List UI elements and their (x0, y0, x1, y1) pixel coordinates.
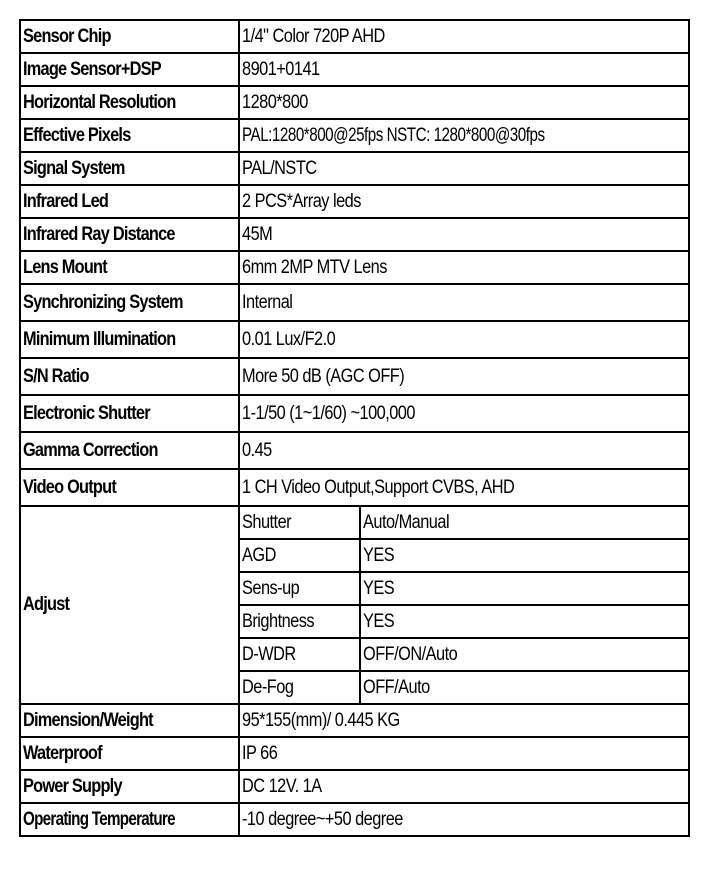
adjust-item-value: OFF/ON/Auto (360, 638, 689, 671)
adjust-item-value: YES (360, 605, 689, 638)
spec-value: 1/4" Color 720P AHD (239, 20, 689, 53)
spec-label: Horizontal Resolution (20, 86, 239, 119)
spec-label: Infrared Ray Distance (20, 218, 239, 251)
spec-value: Internal (239, 284, 689, 321)
spec-row-sensor-chip (20, 20, 689, 53)
spec-value: IP 66 (239, 737, 689, 770)
spec-value: PAL:1280*800@25fps NSTC: 1280*800@30fps (239, 119, 689, 152)
spec-label: Minimum Illumination (20, 321, 239, 358)
adjust-item-value: Auto/Manual (360, 506, 689, 539)
spec-label: Sensor Chip (20, 20, 239, 53)
spec-value: 45M (239, 218, 689, 251)
spec-label: Gamma Correction (20, 432, 239, 469)
spec-row-dimension-weight (20, 704, 689, 737)
adjust-item-name: D-WDR (239, 638, 360, 671)
spec-label: Lens Mount (20, 251, 239, 284)
spec-value: 1 CH Video Output,Support CVBS, AHD (239, 469, 689, 506)
spec-label: Operating Temperature (20, 803, 239, 836)
spec-label: Electronic Shutter (20, 395, 239, 432)
spec-row-image-sensor-dsp (20, 53, 689, 86)
adjust-item-name: Brightness (239, 605, 360, 638)
adjust-label: Adjust (20, 506, 239, 704)
adjust-item-name: Shutter (239, 506, 360, 539)
spec-row-adjust (20, 506, 689, 539)
spec-value: PAL/NSTC (239, 152, 689, 185)
spec-row-gamma-correction (20, 432, 689, 469)
spec-label: Video Output (20, 469, 239, 506)
spec-row-power-supply (20, 770, 689, 803)
spec-row-infrared-ray-distance (20, 218, 689, 251)
spec-value: 1-1/50 (1~1/60) ~100,000 (239, 395, 689, 432)
spec-row-effective-pixels (20, 119, 689, 152)
spec-row-electronic-shutter (20, 395, 689, 432)
spec-label: Dimension/Weight (20, 704, 239, 737)
spec-value: 6mm 2MP MTV Lens (239, 251, 689, 284)
spec-row-signal-system (20, 152, 689, 185)
spec-label: Synchronizing System (20, 284, 239, 321)
spec-label: Power Supply (20, 770, 239, 803)
spec-row-lens-mount (20, 251, 689, 284)
adjust-item-value: YES (360, 539, 689, 572)
spec-value: 8901+0141 (239, 53, 689, 86)
spec-label: Waterproof (20, 737, 239, 770)
spec-label: Effective Pixels (20, 119, 239, 152)
adjust-item-value: YES (360, 572, 689, 605)
spec-value: -10 degree~+50 degree (239, 803, 689, 836)
spec-row-synchronizing-system (20, 284, 689, 321)
spec-label: Signal System (20, 152, 239, 185)
spec-row-infrared-led (20, 185, 689, 218)
spec-label: Infrared Led (20, 185, 239, 218)
spec-row-horizontal-resolution (20, 86, 689, 119)
spec-row-minimum-illumination (20, 321, 689, 358)
adjust-item-name: AGD (239, 539, 360, 572)
spec-row-operating-temperature (20, 803, 689, 836)
spec-value: 95*155(mm)/ 0.445 KG (239, 704, 689, 737)
spec-row-sn-ratio (20, 358, 689, 395)
spec-value: 0.45 (239, 432, 689, 469)
adjust-item-name: De-Fog (239, 671, 360, 704)
adjust-item-value: OFF/Auto (360, 671, 689, 704)
spec-label: S/N Ratio (20, 358, 239, 395)
spec-value: 1280*800 (239, 86, 689, 119)
spec-row-waterproof (20, 737, 689, 770)
spec-label: Image Sensor+DSP (20, 53, 239, 86)
spec-value: 2 PCS*Array leds (239, 185, 689, 218)
spec-table (19, 19, 690, 837)
spec-value: More 50 dB (AGC OFF) (239, 358, 689, 395)
spec-value: 0.01 Lux/F2.0 (239, 321, 689, 358)
adjust-item-name: Sens-up (239, 572, 360, 605)
spec-row-video-output (20, 469, 689, 506)
spec-value: DC 12V. 1A (239, 770, 689, 803)
